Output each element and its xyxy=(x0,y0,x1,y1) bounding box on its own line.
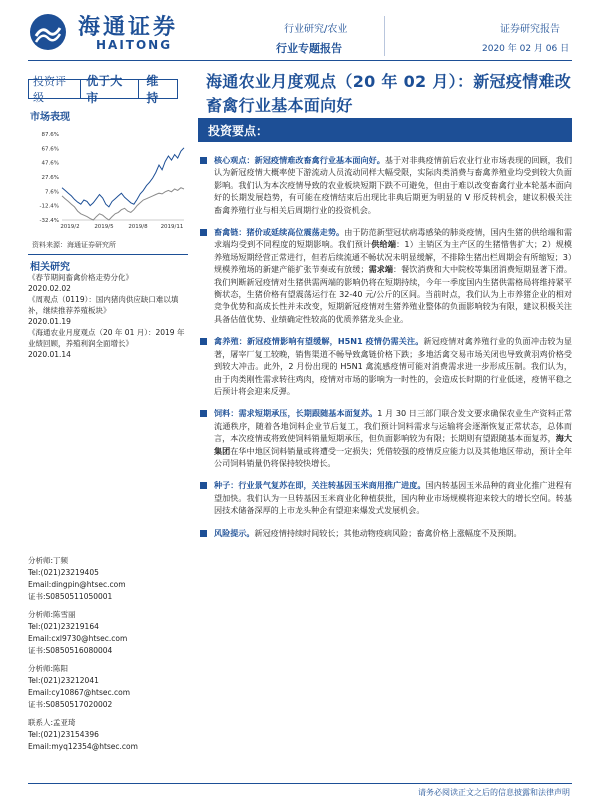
list-item xyxy=(200,407,572,469)
key-points-list xyxy=(200,154,572,549)
analyst-block xyxy=(28,717,190,753)
list-item xyxy=(28,272,190,294)
list-item xyxy=(200,335,572,397)
analyst-name: 分析师:陈雪丽 xyxy=(28,610,76,619)
related-research-title: 相关研究 xyxy=(30,262,70,273)
analyst-tel: Tel:(021)23219164 xyxy=(28,622,99,631)
analyst-cert: 证书:S0850516080004 xyxy=(28,646,113,655)
x-tick-label: 2019/8 xyxy=(128,224,148,230)
bullet-square-icon xyxy=(200,482,207,489)
bullet-lead: 核心观点：新冠疫情难改畜禽行业基本面向好。 xyxy=(214,155,385,165)
y-tick-label: 47.6% xyxy=(41,160,59,167)
bullet-square-icon xyxy=(200,338,207,345)
rating-label: 投资评级 xyxy=(29,80,81,98)
investment-rating xyxy=(28,74,178,105)
bullet-text: 由于防范新型冠状病毒感染的肺炎疫情，国内生猪的供给端和需求端均受到不同程度的短期影响。我们预计 xyxy=(214,227,572,250)
bullet-lead: 风险提示。 xyxy=(214,527,255,538)
rating-value: 优于大市 xyxy=(81,80,139,98)
header-divider xyxy=(384,16,385,56)
list-item xyxy=(200,154,572,216)
header-rule xyxy=(28,60,572,61)
bullet-square-icon xyxy=(200,530,207,537)
analyst-block xyxy=(28,555,190,603)
report-title: 海通农业月度观点（20 年 02 月）：新冠疫情难改畜禽行业基本面向好 xyxy=(206,72,572,115)
report-type: 行业专题报告 xyxy=(276,42,342,55)
y-tick-label: -32.4% xyxy=(39,218,59,224)
analyst-name: 分析师:陈阳 xyxy=(28,664,69,673)
analyst-tel: Tel:(021)23212041 xyxy=(28,676,99,685)
bullet-text: ：餐饮消费和大中院校等集团消费短期显著下滑。我们判断新冠疫情对生猪供需两端的影响仍将在短期持续，今年一季度国内生猪供需格局将维持紧平衡状态，生猪价格有望震荡运行在 32-40 元/公斤的区间。当前时点，我们认为上市养猪企业的相对竞争优势和高成长性并未改变，短期新冠疫情对生猪养殖业整体的负面影响较为有限，建议积极关注具备估值优势、业绩确定性较高的优质养猪龙头企业。 xyxy=(214,264,572,324)
analyst-email[interactable]: Email:dingpin@htsec.com xyxy=(28,580,126,589)
analyst-tel: Tel:(021)23219405 xyxy=(28,568,99,577)
bullet-lead: 禽养殖：新冠疫情影响有望缓解，H5N1 疫情仍需关注。 xyxy=(214,336,424,347)
related-item-date: 2020.01.19 xyxy=(28,317,71,326)
analyst-block xyxy=(28,663,190,711)
key-points-header: 投资要点： xyxy=(198,118,572,142)
chart-source: 资料来源：海通证券研究所 xyxy=(32,241,116,249)
analyst-email[interactable]: Email:cxl9730@htsec.com xyxy=(28,634,128,643)
list-item xyxy=(200,527,572,539)
bullet-square-icon xyxy=(200,229,207,236)
analyst-block xyxy=(28,609,190,657)
market-performance-title: 市场表现 xyxy=(30,112,70,123)
analyst-name: 分析师:丁频 xyxy=(28,556,69,565)
bullet-square-icon xyxy=(200,157,207,164)
analyst-cert: 证书:S0850517020002 xyxy=(28,700,113,709)
rating-status: 维持 xyxy=(146,74,159,105)
market-performance-chart xyxy=(28,128,188,236)
bullet-text: 在华中地区饲料销量或将遭受一定损失；凭借较强的疫情反应能力以及其他地区带动，预计全年公司饲料销量仍将保持较快增长。 xyxy=(214,445,572,468)
bullet-text: 1 月 30 日三部门联合发文要求确保农业生产资料正常流通秩序，随着各地饲料企业节后复工，我们预计饲料需求与运输将会逐渐恢复正常状态，总体而言，本次疫情或将致使饲料销量短期承压，但负面影响较为有限；长期则有望跟随基本面复苏， xyxy=(214,408,572,444)
list-item xyxy=(28,294,190,327)
y-tick-label: 67.6% xyxy=(41,146,59,153)
bullet-text: 国内转基因玉米品种的商业化推广进程有望加快。我们认为一旦转基因玉米商业化种植获批，国内种业市场规模将迎来较大的增长空间。转基因技术储备深厚的上市龙头种企有望迎来爆发式发展机会。 xyxy=(214,480,572,516)
bullet-lead: 畜禽链：猪价或延续高位震荡走势。 xyxy=(214,227,345,238)
y-tick-label: 27.6% xyxy=(41,175,59,181)
series-line xyxy=(62,148,184,207)
y-tick-label: 87.6% xyxy=(41,132,59,138)
y-tick-label: -12.4% xyxy=(39,203,59,210)
y-tick-label: 7.6% xyxy=(45,189,59,196)
analyst-contacts xyxy=(28,555,190,759)
report-category: 行业研究/农业 xyxy=(284,24,348,35)
bullet-text: ：1）主销区为主产区的生猪惜售扩大；2）规模养殖场短期经营正常进行，但若后续流通不畅状况未明显缓解，不排除生猪出栏周期会有所缩短；3）规模养殖场的新建产能扩张节奏或有放缓； xyxy=(214,239,572,275)
bullet-bold-term: 需求端 xyxy=(368,264,394,275)
haitong-logo-icon xyxy=(28,12,68,52)
logo-english-name: HAITONG xyxy=(96,38,173,52)
bullet-lead: 种子：行业景气复苏在即，关注转基因玉米商用推广进度。 xyxy=(214,480,426,491)
related-item-title[interactable]: 《海通农业月度观点（20 年 01 月）：2019 年业绩回顾，养殖利润全面增长》 xyxy=(28,328,185,348)
bullet-text: 新冠疫情对禽养殖行业的负面冲击较为显著，屠宰厂复工较晚，销售渠道不畅导致禽链价格下跌；多地活禽交易市场关闭也导致黄羽鸡价格受到较大冲击。此外，2 月份出现的 H5N1 禽流感疫情可能对消费需求进一步形成压制。我们认为，由于肉类刚性需求转往鸡肉，疫情对市场的影响为一时性的，会造成长时期的行业低迷，疫情平稳之后预计将会迎来反弹。 xyxy=(214,336,572,396)
bullet-text: 基于对非典疫情前后农业行业市场表现的回顾，我们认为新冠疫情大概率使下游流动人员流动同样大幅受限，实际肉类消费与畜禽养殖业均受到较大负面影响。我们认为本次疫情导致的农业板块短期下跌不可避免，但由于难以改变畜禽行业本轮基本面向好的长期发展趋势，有可能在疫情结束后出现比非典后期更为明显的 V 形反转机会，建议积极关注畜禽养殖行业与相关后周期行业的投资机会。 xyxy=(214,155,572,215)
analyst-email[interactable]: Email:myq12354@htsec.com xyxy=(28,742,138,751)
bullet-bold-term: 海大集团 xyxy=(214,433,572,456)
logo-chinese-name: 海通证券 xyxy=(78,14,179,40)
list-item xyxy=(200,226,572,325)
related-item-title[interactable]: 《春节期间畜禽价格走势分化》 xyxy=(28,273,133,282)
left-divider xyxy=(28,254,188,255)
related-research-list xyxy=(28,272,190,360)
x-tick-label: 2019/2 xyxy=(60,224,80,230)
related-item-title[interactable]: 《周观点（0119）：国内猪肉供应缺口难以填补，继续推荐养殖板块》 xyxy=(28,295,179,315)
related-item-date: 2020.01.14 xyxy=(28,350,71,359)
bullet-bold-term: 供给端 xyxy=(371,239,397,250)
bullet-square-icon xyxy=(200,410,207,417)
analyst-cert: 证书:S0850511050001 xyxy=(28,592,113,601)
x-tick-label: 2019/5 xyxy=(94,224,114,230)
report-date: 2020 年 02 月 06 日 xyxy=(482,44,570,54)
analyst-name: 联系人:孟亚琦 xyxy=(28,718,76,727)
related-item-date: 2020.02.02 xyxy=(28,284,71,293)
report-label: 证券研究报告 xyxy=(500,24,560,35)
x-tick-label: 2019/11 xyxy=(160,224,184,230)
analyst-email[interactable]: Email:cy10867@htsec.com xyxy=(28,688,130,697)
bullet-text: 新冠疫情持续时间较长；其他动物疫病风险；畜禽价格上涨幅度不及预期。 xyxy=(254,527,522,538)
analyst-tel: Tel:(021)23154396 xyxy=(28,730,99,739)
list-item xyxy=(200,479,572,516)
list-item xyxy=(28,327,190,360)
bullet-lead: 饲料：需求短期承压，长期跟随基本面复苏。 xyxy=(214,408,378,419)
footer-disclaimer: 请务必阅读正文之后的信息披露和法律声明 xyxy=(418,788,570,797)
footer-rule xyxy=(28,783,572,784)
